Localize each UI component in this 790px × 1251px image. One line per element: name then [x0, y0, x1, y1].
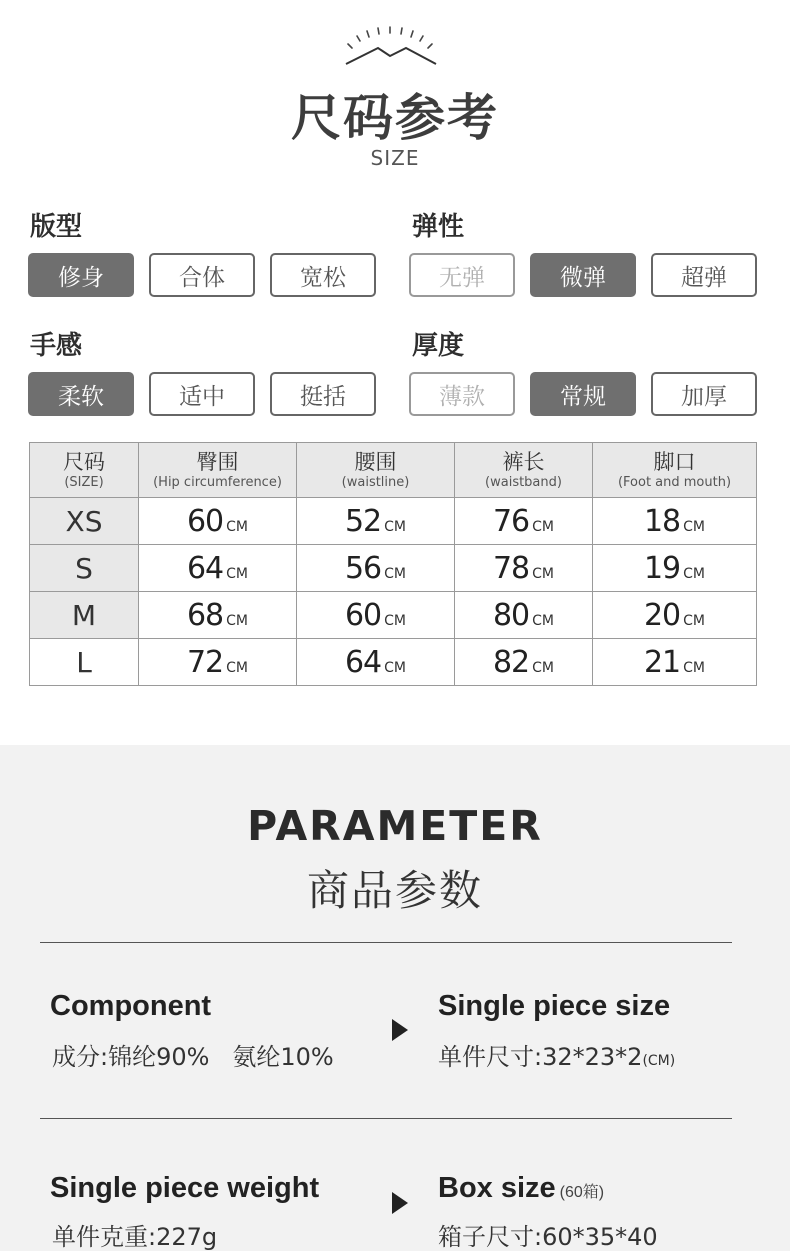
value-cell: 72 CM — [139, 639, 297, 686]
size-cell: L — [30, 639, 139, 686]
value-cell: 76 CM — [455, 498, 593, 545]
value-cell: 78 CM — [455, 545, 593, 592]
parameter-subtitle: 商品参数 — [306, 866, 483, 915]
value-cell: 80 CM — [455, 592, 593, 639]
stretch-label: 弹性 — [412, 212, 465, 242]
table-header-row — [30, 443, 757, 498]
stretch-option-high: 超弹 — [651, 253, 757, 297]
fit-option-slim: 修身 — [28, 253, 134, 297]
size-cell: S — [30, 545, 139, 592]
value-cell: 60 CM — [139, 498, 297, 545]
stretch-option-slight: 微弹 — [530, 253, 636, 297]
single-weight-label: Single piece weight — [50, 1172, 320, 1204]
thickness-option-thick: 加厚 — [651, 372, 757, 416]
size-cell: M — [30, 592, 139, 639]
value-cell: 19 CM — [593, 545, 757, 592]
value-cell: 56 CM — [297, 545, 455, 592]
hand-feel-option-stiff: 挺括 — [270, 372, 376, 416]
hand-feel-option-soft: 柔软 — [28, 372, 134, 416]
single-weight-value: 单件克重:227g — [52, 1223, 218, 1251]
header-hip: 臀围 (Hip circumference) — [139, 443, 297, 498]
header-size: 尺码 (SIZE) — [30, 443, 139, 498]
single-size-label: Single piece size — [438, 990, 671, 1022]
table-row — [30, 592, 757, 639]
thickness-option-regular: 常规 — [530, 372, 636, 416]
value-cell: 20 CM — [593, 592, 757, 639]
arrow-right-icon — [392, 1019, 408, 1041]
single-size-value: 单件尺寸:32*23*2(CM) — [438, 1043, 676, 1071]
value-cell: 60 CM — [297, 592, 455, 639]
value-cell: 64 CM — [297, 639, 455, 686]
divider — [40, 942, 732, 943]
value-cell: 52 CM — [297, 498, 455, 545]
value-cell: 21 CM — [593, 639, 757, 686]
divider — [40, 1118, 732, 1119]
table-row — [30, 545, 757, 592]
size-guide-subtitle: SIZE — [370, 146, 420, 170]
thickness-label: 厚度 — [412, 331, 465, 361]
header-leg-opening: 脚口 (Foot and mouth) — [593, 443, 757, 498]
fit-option-loose: 宽松 — [270, 253, 376, 297]
sunrise-icon — [340, 22, 440, 70]
size-cell: XS — [30, 498, 139, 545]
header-length: 裤长 (waistband) — [455, 443, 593, 498]
fit-label: 版型 — [30, 212, 83, 242]
fit-option-regular: 合体 — [149, 253, 255, 297]
size-table — [29, 442, 757, 686]
hand-feel-label: 手感 — [30, 331, 83, 361]
component-label: Component — [50, 990, 212, 1022]
value-cell: 68 CM — [139, 592, 297, 639]
stretch-option-none: 无弹 — [409, 253, 515, 297]
box-size-label: Box size (60箱) — [438, 1172, 605, 1204]
header-waist: 腰围 (waistline) — [297, 443, 455, 498]
parameter-title: PARAMETER — [247, 802, 543, 850]
hand-feel-option-medium: 适中 — [149, 372, 255, 416]
arrow-right-icon — [392, 1192, 408, 1214]
table-row — [30, 498, 757, 545]
value-cell: 64 CM — [139, 545, 297, 592]
box-size-value: 箱子尺寸:60*35*40 — [438, 1223, 658, 1251]
value-cell: 82 CM — [455, 639, 593, 686]
component-value: 成分:锦纶90% 氨纶10% — [52, 1043, 334, 1071]
table-row — [30, 639, 757, 686]
value-cell: 18 CM — [593, 498, 757, 545]
size-guide-title: 尺码参考 — [291, 89, 499, 147]
thickness-option-thin: 薄款 — [409, 372, 515, 416]
